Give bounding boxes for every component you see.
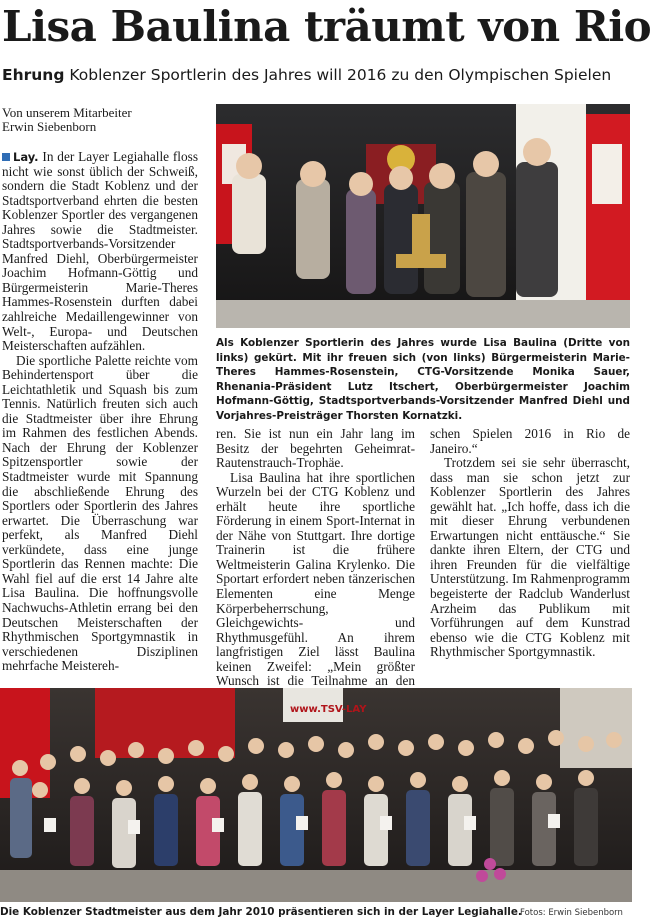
paragraph: schen Spielen 2016 in Rio de Janeiro.“ [430,426,630,456]
paragraph: Die sportliche Palette reichte vom Behindertensport über die Leichtathletik und Squash bis zum Tennis. Natürlich freuten sich auch die Stadtmeister über ihre Ehrung im Rahmen des festlichen Abends. Nach der Ehrung der Koblenzer Spitzensportler sowie der Stadtmeister wurde mit Spannung die abschließende Ehrung des Sportlers oder Sportlerin des Jahres erwartet. Die Überraschung war perfekt, als Manfred Diehl verkündete, dass eine junge Sportlerin das Rennen machte: Die Wahl fiel auf die erst 14 Jahre alte Lisa Baulina. Die hoffnungsvolle Nachwuchs-Athletin errang bei den Deutschen Meisterschaften der Rhythmischen Sportgymnastik in verschiedenen Disziplinen mehrfache Meistereh- [2,352,198,674]
subheadline [2,65,611,85]
photo-credit: Fotos: Erwin Siebenborn [520,908,623,918]
photo-caption-bottom: Die Koblenzer Stadtmeister aus dem Jahr 2010 präsentieren sich in der Layer Legiahalle. [0,906,522,918]
article-column-2 [216,426,415,689]
award-photo [216,104,630,328]
banner-text: www.TSV-LAY [290,704,367,715]
article-column-3 [430,427,630,685]
dateline: Lay. [13,150,39,164]
byline-line-1: Von unserem Mitarbeiter [2,105,132,120]
paragraph: Lisa Baulina hat ihre sportlichen Wurzeln bei der CTG Koblenz und erhält heute ihre sportliche Förderung in einem Sport-Internat in der Nähe von Stuttgart. Ihre dortige Trainerin ist die frühere Weltmeisterin Galina Krylenko. Die Sportart erfordert neben tänzerischen Elementen eine Menge Körperbeherrschung, Gleichgewichts- und Rhythmusgefühl. An ihrem langfristigen Ziel lässt Baulina keinen Zweifel: „Mein größter Wunsch ist die Teilnahme an den [216,469,415,689]
subheadline-text: Koblenzer Sportlerin des Jahres will 2016 zu den Olympischen Spielen [69,66,612,84]
byline-author: Erwin Siebenborn [2,119,97,134]
paragraph: Trotzdem sei sie sehr überrascht, dass man sie schon jetzt zur Koblenzer Sportlerin des Jahres gewählt hat. „Ich hoffe, dass ich die mit dieser Ehrung verbundenen Erwartungen nicht enttäusche.“ Sie dankte ihren Eltern, der CTG und ihren Freunden für die vielfältige Unterstützung. Im Rahmenprogramm begeisterte der Radclub Wanderlust Arzheim das Publikum mit Vorführungen auf dem Kunstrad ebenso wie die CTG Koblenz mit Rhythmischer Sportgymnastik. [430,455,630,660]
blue-square-icon [2,153,10,161]
article-column-1 [2,150,198,690]
headline: Lisa Baulina träumt von Rio [2,2,651,51]
paragraph-text: In der Layer Legiahalle floss nicht wie sonst üblich der Schweiß, sondern die Stadt Koblenz und der Stadtsportverband ehrten die besten Koblenzer Sportler des vergangenen Jahres sowie die Stadtmeister. Stadtsportverbands-Vorsitzender Manfred Diehl, Oberbürgermeister Joachim Hofmann-Göttig und Bürgermeisterin Marie-Theres Hammes-Rosenstein durften dabei zahlreiche Medaillengewinner von Welt-, Europa- und Deutschen Meisterschaften aufzählen. [2,149,198,354]
award-photo-image [216,104,630,328]
group-photo [0,688,632,902]
paragraph: ren. Sie ist nun ein Jahr lang im Besitz der begehrten Geheimrat-Rautenstrauch-Trophäe. [216,426,415,471]
paragraph [2,150,198,354]
kicker: Ehrung [2,66,65,84]
group-photo-image [0,688,632,902]
photo-caption-top: Als Koblenzer Sportlerin des Jahres wurde Lisa Baulina (Dritte von links) gekürt. Mit ihr freuen sich (von links) Bürgermeisterin Marie-Theres Hammes-Rosenstein, CTG-Vorsitzende Monika Sauer, Rhenania-Präsident Lutz Itschert, Oberbürgermeister Joachim Hofmann-Göttig, Stadtsportverbands-Vorsitzender Manfred Diehl und Vorjahres-Preisträger Thorsten Kornatzki. [216,337,630,422]
byline [2,106,202,134]
